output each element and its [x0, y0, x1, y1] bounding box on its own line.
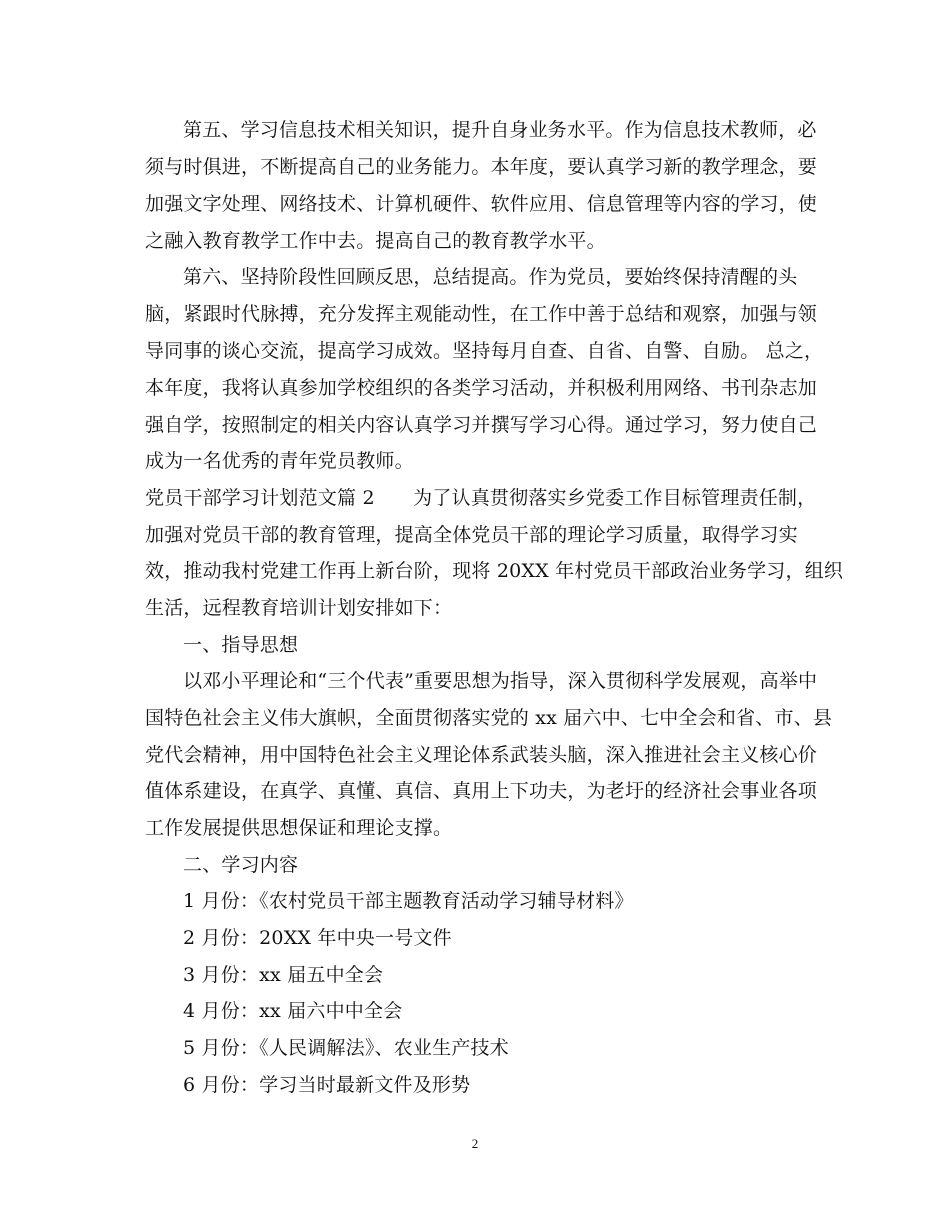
text-line: 之融入教育教学工作中去。提高自己的教育教学水平。	[145, 230, 606, 252]
text-line: 生活，远程教育培训计划安排如下：	[145, 597, 453, 619]
section-title-line: 党员干部学习计划范文篇 2 为了认真贯彻落实乡党委工作目标管理责任制，	[145, 487, 817, 509]
text-line: 导同事的谈心交流，提高学习成效。坚持每月自查、自省、自警、自励。 总之，	[145, 340, 824, 362]
list-item: 6 月份：学习当时最新文件及形势	[183, 1074, 471, 1096]
page-number: 2	[471, 1136, 479, 1151]
text-line: 须与时俱进，不断提高自己的业务能力。本年度，要认真学习新的教学理念，要	[145, 156, 818, 178]
list-item: 1 月份：《农村党员干部主题教育活动学习辅导材料》	[183, 890, 634, 912]
text-line: 值体系建设，在真学、真懂、真信、真用上下功夫，为老圩的经济社会事业各项	[145, 780, 818, 802]
heading-study-content: 二、学习内容	[183, 854, 299, 876]
text-line: 成为一名优秀的青年党员教师。	[145, 450, 414, 472]
text-line: 第六、坚持阶段性回顾反思，总结提高。作为党员，要始终保持清醒的头	[183, 266, 798, 288]
text-line: 以邓小平理论和“三个代表”重要思想为指导，深入贯彻科学发展观，高举中	[183, 670, 818, 692]
text-line: 加强对党员干部的教育管理，提高全体党员干部的理论学习质量，取得学习实	[145, 524, 798, 546]
text-line: 工作发展提供思想保证和理论支撑。	[145, 817, 453, 839]
text-line: 党代会精神，用中国特色社会主义理论体系武装头脑，深入推进社会主义核心价	[145, 744, 818, 766]
text-line: 加强文字处理、网络技术、计算机硬件、软件应用、信息管理等内容的学习，使	[145, 193, 818, 215]
text-line: 本年度，我将认真参加学校组织的各类学习活动，并积极利用网络、书刊杂志加	[145, 377, 818, 399]
text-line: 强自学，按照制定的相关内容认真学习并撰写学习心得。通过学习，努力使自己	[145, 414, 818, 436]
list-item: 5 月份：《人民调解法》、农业生产技术	[183, 1037, 509, 1059]
text-line: 效，推动我村党建工作再上新台阶，现将 20XX 年村党员干部政治业务学习，组织	[145, 560, 844, 582]
list-item: 3 月份：xx 届五中全会	[183, 964, 384, 986]
list-item: 4 月份：xx 届六中中全会	[183, 1000, 403, 1022]
text-line: 国特色社会主义伟大旗帜，全面贯彻落实党的 xx 届六中、七中全会和省、市、县	[145, 707, 833, 729]
text-line: 脑，紧跟时代脉搏，充分发挥主观能动性，在工作中善于总结和观察，加强与领	[145, 303, 818, 325]
heading-guiding-thought: 一、指导思想	[183, 634, 299, 656]
list-item: 2 月份：20XX 年中央一号文件	[183, 927, 452, 949]
text-line: 第五、学习信息技术相关知识，提升自身业务水平。作为信息技术教师，必	[183, 119, 817, 141]
